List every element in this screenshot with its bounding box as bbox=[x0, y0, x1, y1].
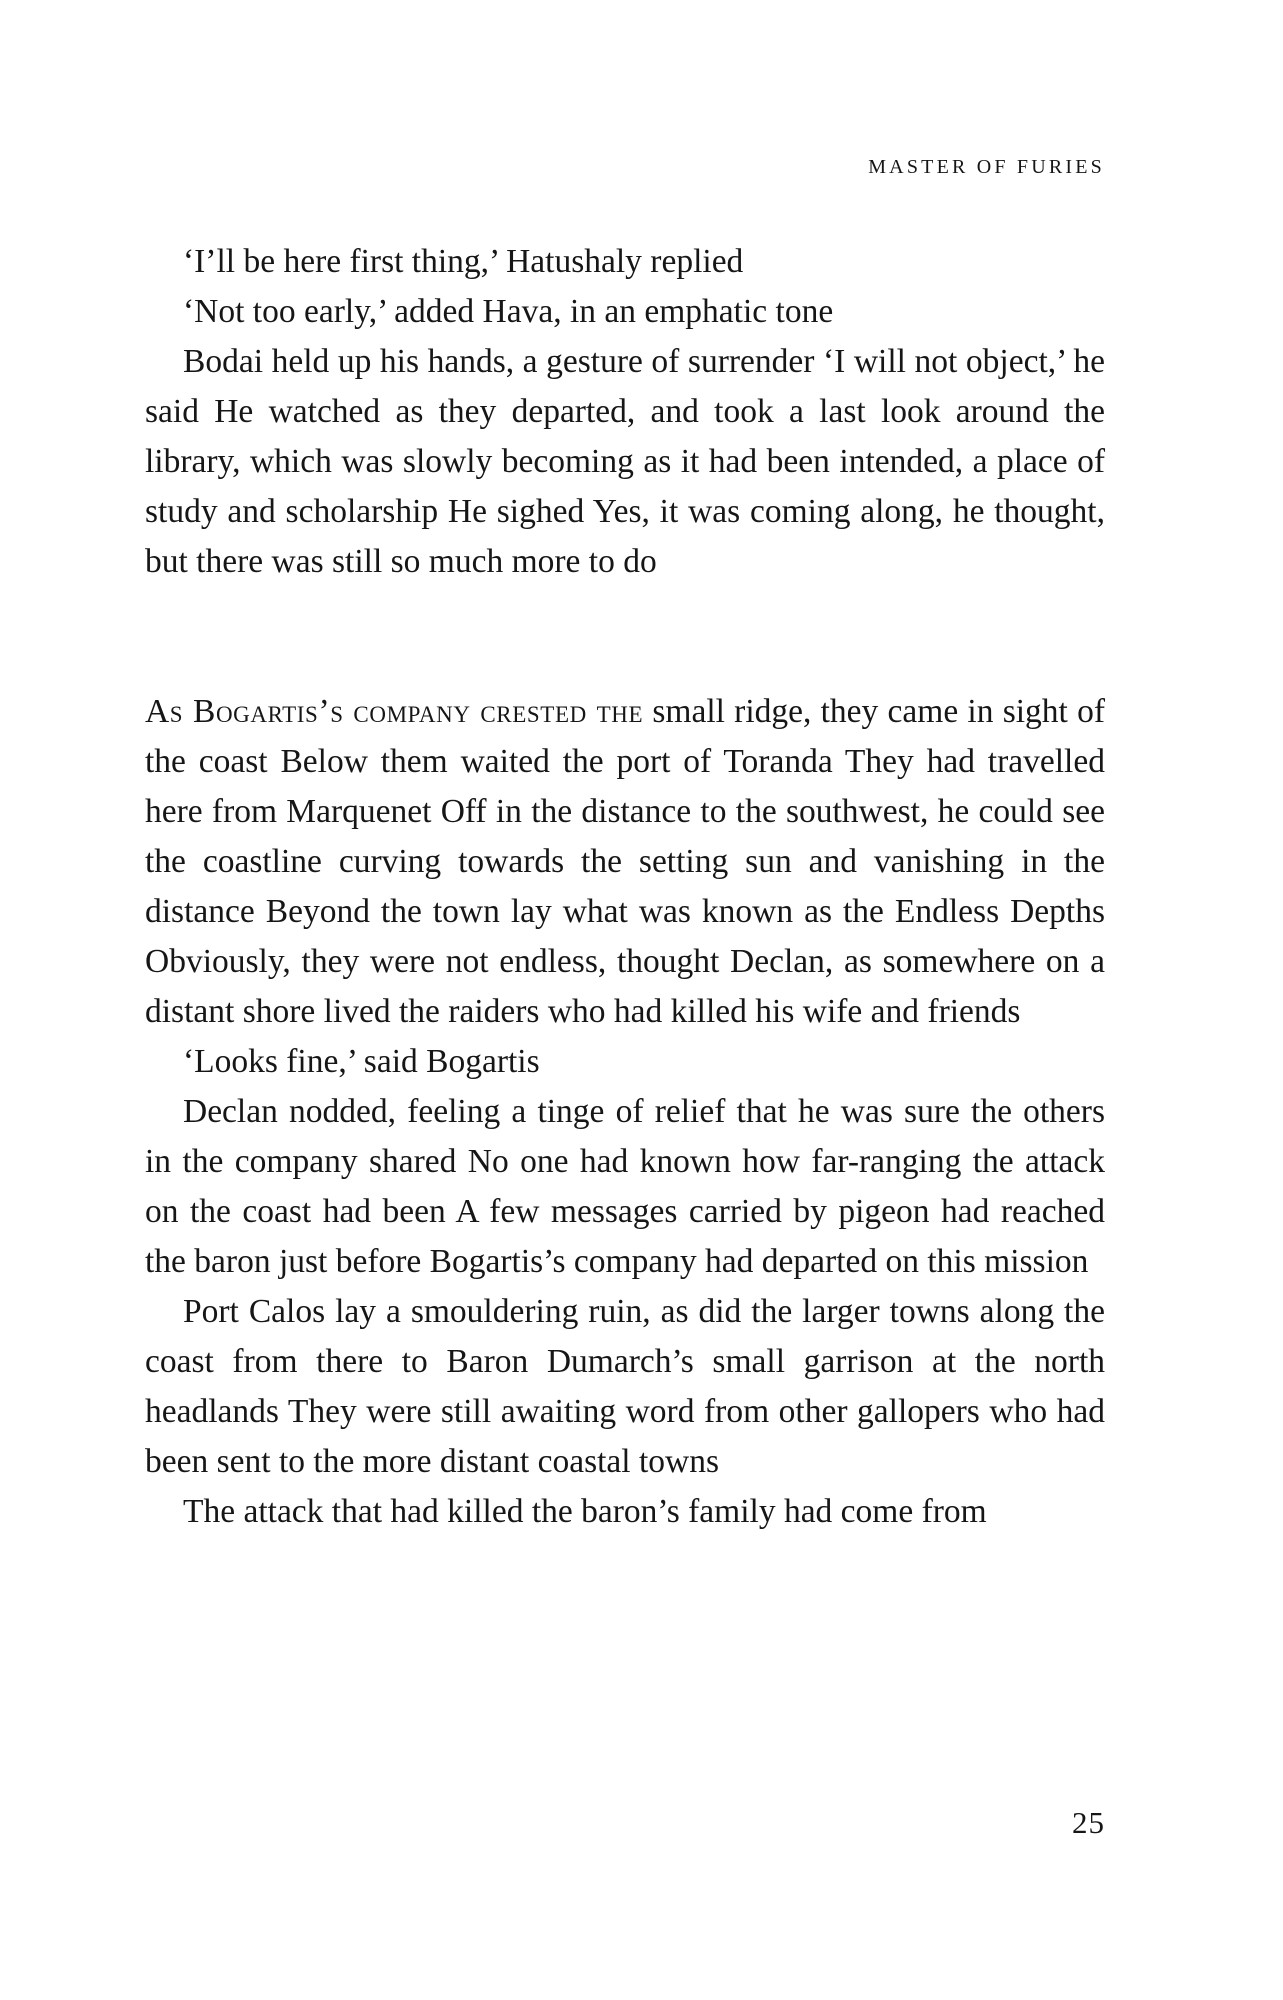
scene-one bbox=[145, 237, 1105, 587]
paragraph: ‘Looks fine,’ said Bogartis bbox=[183, 1043, 540, 1080]
scene-opening-paragraph bbox=[145, 687, 1105, 1037]
paragraph: ‘I’ll be here first thing,’ Hatushaly replied bbox=[183, 243, 744, 280]
scene-two bbox=[145, 687, 1105, 1537]
paragraph: Declan nodded, feeling a tinge of relief that he was sure the others in the company shared No one had known how far-ranging the attack on the coast had been A few messages carried by pigeon had reached the baron just before Bogartis’s company had departed on this mission bbox=[145, 1093, 1105, 1280]
paragraph: The attack that had killed the baron’s family had come from bbox=[183, 1493, 987, 1530]
page-number: 25 bbox=[1072, 1805, 1105, 1840]
paragraph: Bodai held up his hands, a gesture of surrender ‘I will not object,’ he said He watched as they departed, and took a last look around the library, which was slowly becoming as it had been intended, a place of study and scholarship He sighed Yes, it was coming along, he thought, but there was still so much more to do bbox=[145, 343, 1105, 580]
opening-text: small ridge, they came in sight of the coast Below them waited the port of Toranda They had travelled here from Marquenet Off in the distance to the southwest, he could see the coastline curving towards the setting sun and vanishing in the distance Beyond the town lay what was known as the Endless Depths Obviously, they were not endless, thought Declan, as somewhere on a distant shore lived the raiders who had killed his wife and friends bbox=[145, 693, 1105, 1030]
small-caps-lead-in: As Bogartis’s company crested the bbox=[145, 693, 644, 730]
paragraph: ‘Not too early,’ added Hava, in an emphatic tone bbox=[183, 293, 834, 330]
paragraph: Port Calos lay a smouldering ruin, as did the larger towns along the coast from there to Baron Dumarch’s small garrison at the north headlands They were still awaiting word from other gallopers who had been sent to the more distant coastal towns bbox=[145, 1293, 1105, 1480]
running-head: MASTER OF FURIES bbox=[868, 156, 1105, 178]
